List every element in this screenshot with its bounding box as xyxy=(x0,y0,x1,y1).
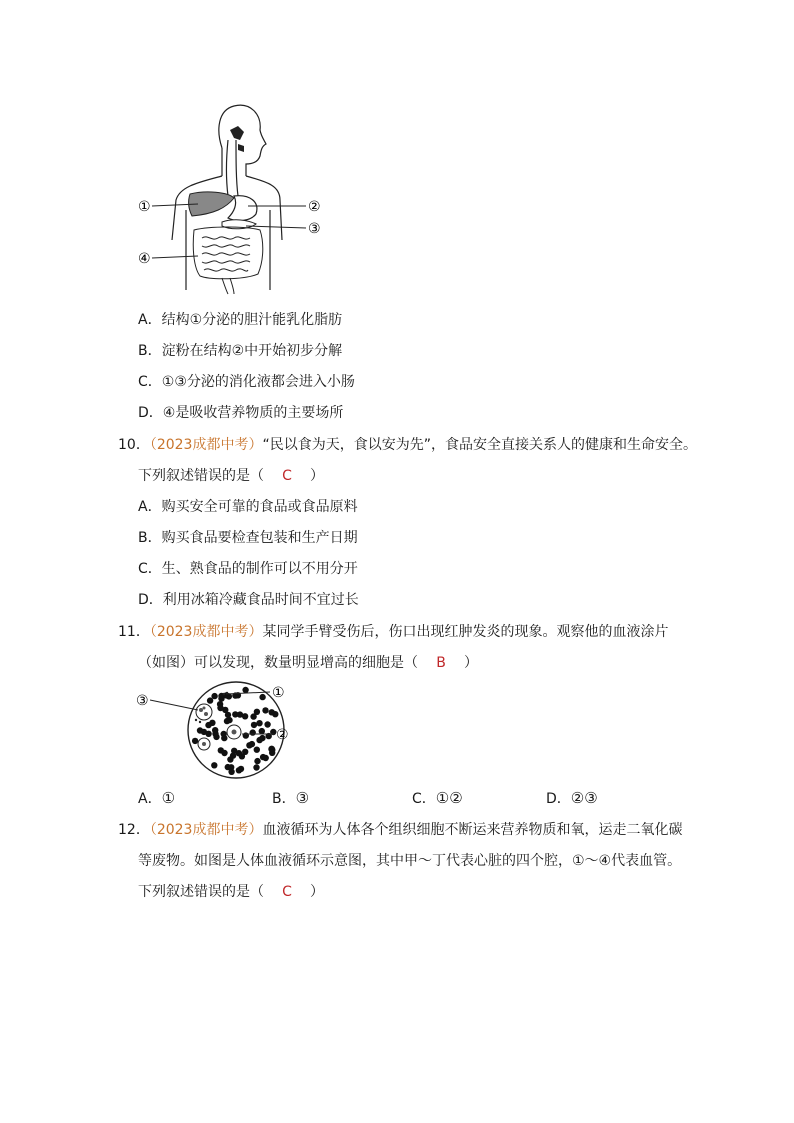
red-blood-cell xyxy=(251,722,257,728)
red-blood-cell xyxy=(246,742,252,748)
q11-stem-line2: （如图）可以发现，数量明显增高的细胞是（ B ） xyxy=(138,655,478,671)
red-blood-cell xyxy=(259,694,265,700)
smear-label-2: ② xyxy=(276,727,289,743)
q12-number: 12． xyxy=(118,822,150,838)
red-blood-cell xyxy=(237,711,243,717)
digestive-system-figure xyxy=(130,100,330,300)
label-3: ③ xyxy=(308,221,321,237)
red-blood-cell xyxy=(254,747,260,753)
red-blood-cell xyxy=(221,750,227,756)
red-blood-cell xyxy=(236,750,242,756)
red-blood-cell xyxy=(250,729,256,735)
q10-source: （2023成都中考） xyxy=(149,437,263,453)
red-blood-cell xyxy=(207,697,213,703)
red-blood-cell xyxy=(197,727,203,733)
red-blood-cell xyxy=(224,718,230,724)
red-blood-cell xyxy=(259,728,265,734)
q12-answer: C xyxy=(282,884,292,900)
red-blood-cell xyxy=(217,705,223,711)
q9-option-d: D．④是吸收营养物质的主要场所 xyxy=(138,405,344,421)
red-blood-cell xyxy=(230,752,236,758)
label-1: ① xyxy=(138,199,151,215)
red-blood-cell xyxy=(192,738,198,744)
q9-option-c: C．①③分泌的消化液都会进入小肠 xyxy=(138,374,355,390)
red-blood-cell xyxy=(221,735,227,741)
red-blood-cell xyxy=(228,769,234,775)
red-blood-cell xyxy=(254,709,260,715)
red-blood-cell xyxy=(269,746,275,752)
q11-option-c: C．①② xyxy=(412,789,463,807)
red-blood-cell xyxy=(263,755,269,761)
red-blood-cell xyxy=(262,707,268,713)
red-blood-cell xyxy=(211,762,217,768)
q11-source: （2023成都中考） xyxy=(149,624,263,640)
red-blood-cell xyxy=(242,687,248,693)
red-blood-cell xyxy=(205,731,211,737)
smear-label-3: ③ xyxy=(136,693,149,709)
red-blood-cell xyxy=(264,721,270,727)
q12-stem-line1: 12．（2023成都中考）血液循环为人体各个组织细胞不断运来营养物质和氧，运走二氧化碳 xyxy=(118,822,683,838)
red-blood-cell xyxy=(205,722,211,728)
q9-option-a: A．结构①分泌的胆汁能乳化脂肪 xyxy=(138,312,343,328)
q12-source: （2023成都中考） xyxy=(149,822,263,838)
label-4: ④ xyxy=(138,251,151,267)
q10-option-d: D．利用冰箱冷藏食品时间不宜过长 xyxy=(138,592,359,608)
q11-option-b: B．③ xyxy=(272,789,310,807)
q12-stem-line3: 下列叙述错误的是（ C ） xyxy=(138,884,324,900)
q10-option-a: A．购买安全可靠的食品或食品原料 xyxy=(138,499,358,515)
q10-option-c: C．生、熟食品的制作可以不用分开 xyxy=(138,561,358,577)
red-blood-cell xyxy=(256,720,262,726)
red-blood-cell xyxy=(238,766,244,772)
q11-number: 11． xyxy=(118,624,150,640)
q11-answer: B xyxy=(436,655,446,671)
label-2: ② xyxy=(308,199,321,215)
q10-number: 10． xyxy=(118,437,150,453)
q12-stem-line2: 等废物。如图是人体血液循环示意图，其中甲～丁代表心脏的四个腔，①～④代表血管。 xyxy=(138,853,682,869)
q10-answer: C xyxy=(282,468,292,484)
red-blood-cell xyxy=(254,758,260,764)
q10-stem-line1: 10．（2023成都中考）“民以食为天，食以安为先”，食品安全直接关系人的健康和生命安全。 xyxy=(118,437,697,453)
smear-label-1: ① xyxy=(272,685,285,701)
red-blood-cell xyxy=(256,737,262,743)
blood-smear-figure xyxy=(134,680,304,780)
q9-option-b: B．淀粉在结构②中开始初步分解 xyxy=(138,343,343,359)
red-blood-cell xyxy=(253,764,259,770)
q11-option-a: A．① xyxy=(138,789,176,807)
q10-stem-line2: 下列叙述错误的是（ C ） xyxy=(138,468,324,484)
q11-stem-line1: 11．（2023成都中考）某同学手臂受伤后，伤口出现红肿发炎的现象。观察他的血液涂片 xyxy=(118,624,669,640)
red-blood-cell xyxy=(243,732,249,738)
red-blood-cell xyxy=(269,709,275,715)
q10-option-b: B．购买食品要检查包装和生产日期 xyxy=(138,530,358,546)
red-blood-cell xyxy=(242,749,248,755)
q11-option-d: D．②③ xyxy=(546,789,598,807)
red-blood-cell xyxy=(212,731,218,737)
